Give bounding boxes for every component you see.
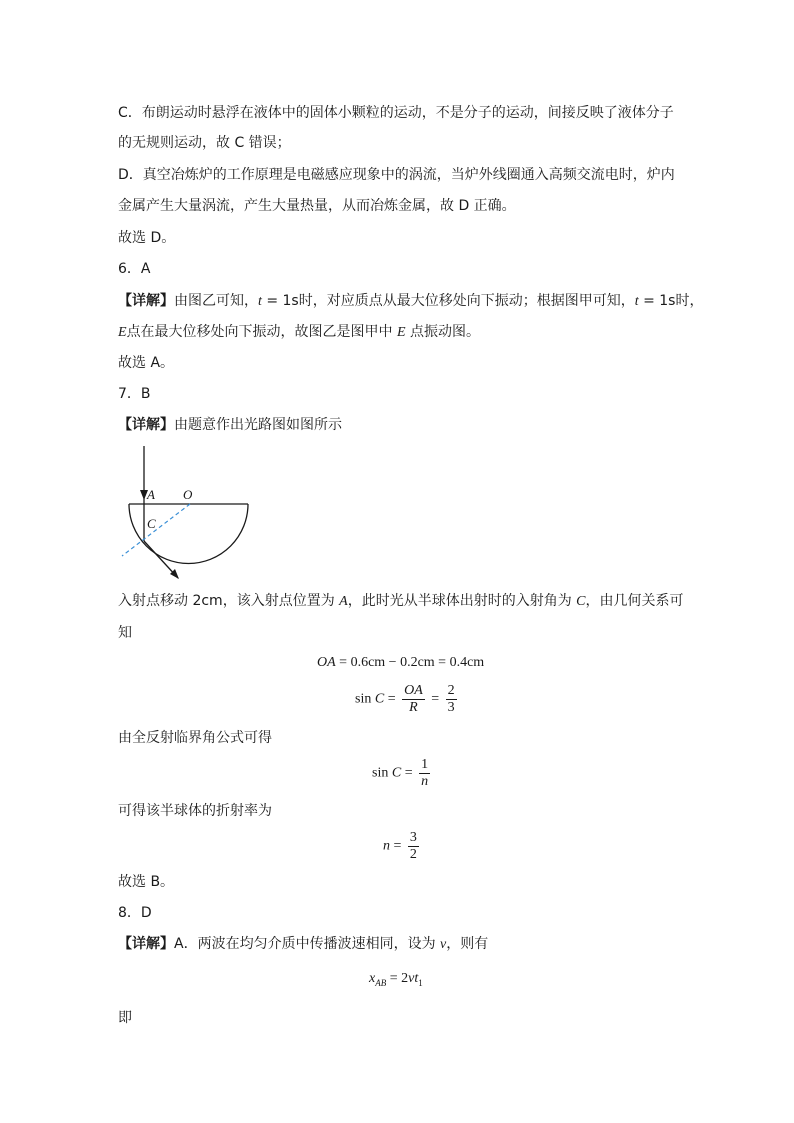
text: 入射点移动 2cm，该入射点位置为 (118, 593, 340, 609)
detail-tag: 【详解】 (118, 417, 174, 433)
normal-line (122, 504, 190, 556)
eq-lhs: OA (317, 655, 336, 670)
var-e: E (397, 325, 406, 340)
sin: sin (355, 691, 372, 707)
eq-sign: = (384, 691, 400, 707)
var-t: t (258, 294, 262, 309)
question-8-ji: 即 (118, 1010, 132, 1026)
hemisphere-arc (129, 504, 248, 564)
detail-tag: 【详解】 (118, 936, 174, 952)
equation-n (383, 830, 422, 863)
eq-sign: = (427, 691, 443, 707)
question-7-intro (118, 415, 342, 435)
fraction-oa-r: $\frac{OA}{R}$ (404, 683, 423, 715)
eq-rhs: = 0.6cm − 0.2cm = 0.4cm (335, 655, 485, 670)
total-reflection-line: 由全反射临界角公式可得 (118, 730, 272, 746)
text: 点在最大位移处向下振动，故图乙是图甲中 (126, 324, 398, 340)
var-c: C (374, 691, 385, 707)
answer-choose-b: 故选 B。 (118, 874, 175, 890)
answer-choose-a: 故选 A。 (118, 355, 175, 371)
text: ，此时光从半球体出射时的入射角为 (347, 593, 577, 609)
detail-tag: 【详解】 (118, 293, 174, 309)
text: 由题意作出光路图如图所示 (174, 417, 342, 433)
var-n: n (383, 838, 390, 854)
var-v: v (440, 937, 447, 952)
eq-sign: = (401, 765, 417, 781)
question-7-explanation-line1 (118, 591, 684, 612)
text: A．两波在均匀介质中传播波速相同，设为 (174, 936, 441, 952)
equation-xab (369, 969, 423, 993)
fraction-3-2: $\frac{3}{2}$ (409, 830, 417, 862)
label-c: C (147, 516, 156, 531)
light-path-diagram (112, 444, 262, 584)
question-7-heading: 7．B (118, 386, 151, 402)
text: 由图乙可知， (174, 293, 258, 309)
sin: sin (372, 765, 389, 781)
paragraph-d-line1: D．真空冶炼炉的工作原理是电磁感应现象中的涡流，当炉外线圈通入高频交流电时，炉内 (118, 167, 675, 183)
question-8-explanation-line1 (118, 934, 488, 955)
question-8-heading: 8．D (118, 905, 152, 921)
sub-1: 1 (418, 977, 423, 988)
refractive-index-line: 可得该半球体的折射率为 (118, 803, 272, 819)
paragraph-c-line1: C．布朗运动时悬浮在液体中的固体小颗粒的运动，不是分子的运动，间接反映了液体分子 (118, 105, 674, 121)
var-x: x (369, 971, 376, 986)
fraction-2-3: $\frac{2}{3}$ (447, 683, 455, 715)
equation-oa (317, 653, 484, 673)
eq-rhs: = 2 (386, 971, 409, 986)
eq-sign: = (390, 838, 405, 854)
label-o: O (183, 487, 193, 502)
label-a: A (147, 487, 155, 502)
sub-ab: AB (375, 977, 387, 988)
text: = 1s时，对应质点从最大位移处向下振动；根据图甲可知， (261, 293, 635, 309)
var-vt: vt (408, 971, 419, 986)
question-6-explanation-line1 (118, 291, 703, 312)
var-t: t (634, 294, 639, 309)
text: ，则有 (446, 936, 489, 952)
text: = 1s时， (638, 293, 704, 309)
equation-sin-c (355, 683, 460, 716)
var-c: C (576, 594, 586, 609)
equation-critical-angle (372, 757, 433, 790)
var-e: E (118, 325, 127, 340)
question-6-heading: 6．A (118, 261, 151, 277)
var-c: C (391, 765, 402, 781)
text: ，由几何关系可 (585, 593, 684, 609)
text: 点振动图。 (405, 324, 481, 340)
paragraph-d-line2: 金属产生大量涡流，产生大量热量，从而冶炼金属，故 D 正确。 (118, 198, 516, 214)
paragraph-c-line2: 的无规则运动，故 C 错误； (118, 135, 291, 151)
question-6-explanation-line2 (118, 322, 480, 343)
question-7-explanation-line2: 知 (118, 625, 132, 641)
fraction-1-n: $\frac{1}{n}$ (421, 757, 429, 789)
answer-choose-d: 故选 D。 (118, 230, 176, 246)
var-a: A (339, 594, 348, 609)
